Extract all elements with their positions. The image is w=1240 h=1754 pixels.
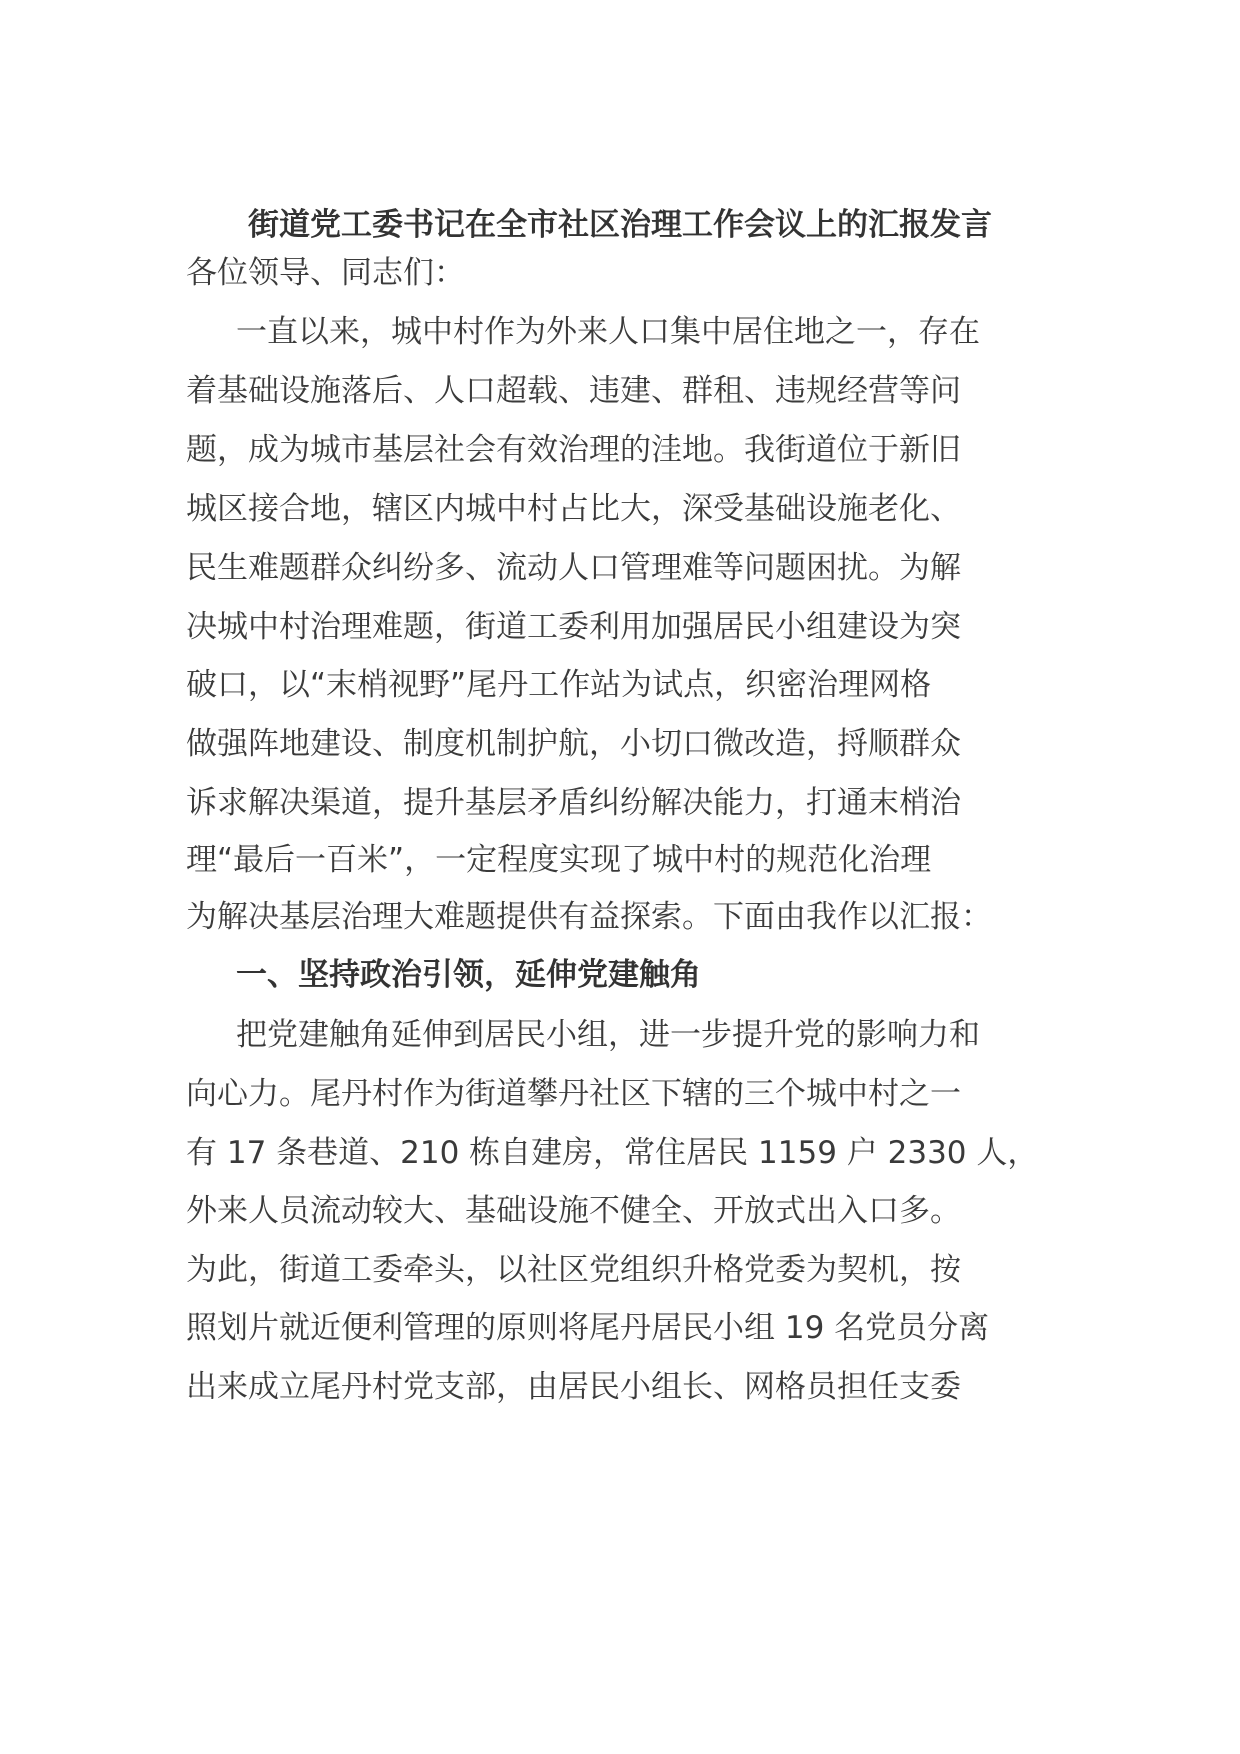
paragraph-1-line: 破口，以“末梢视野”尾丹工作站为试点，织密治理网格	[186, 667, 932, 703]
paragraph-2-line: 照划片就近便利管理的原则将尾丹居民小组 19 名党员分离	[186, 1310, 990, 1346]
paragraph-1-line: 一直以来，城中村作为外来人口集中居住地之一，存在	[236, 314, 980, 350]
paragraph-1-line: 做强阵地建设、制度机制护航，小切口微改造，捋顺群众	[186, 726, 961, 762]
paragraph-1-line: 题，成为城市基层社会有效治理的洼地。我街道位于新旧	[186, 432, 961, 468]
paragraph-1-line: 着基础设施落后、人口超载、违建、群租、违规经营等问	[186, 373, 961, 409]
document-title: 街道党工委书记在全市社区治理工作会议上的汇报发言	[248, 207, 992, 243]
paragraph-1-line: 民生难题群众纠纷多、流动人口管理难等问题困扰。为解	[186, 550, 961, 586]
paragraph-2-line: 出来成立尾丹村党支部，由居民小组长、网格员担任支委	[186, 1369, 961, 1405]
paragraph-1-line: 诉求解决渠道，提升基层矛盾纠纷解决能力，打通末梢治	[186, 785, 961, 821]
paragraph-2-line: 向心力。尾丹村作为街道攀丹社区下辖的三个城中村之一	[186, 1076, 961, 1112]
paragraph-1-line: 决城中村治理难题，街道工委利用加强居民小组建设为突	[186, 609, 961, 645]
paragraph-1-line: 理“最后一百米”，一定程度实现了城中村的规范化治理	[186, 842, 932, 878]
paragraph-2-line: 外来人员流动较大、基础设施不健全、开放式出入口多。	[186, 1193, 961, 1229]
paragraph-2-line: 有 17 条巷道、210 栋自建房，常住居民 1159 户 2330 人，	[186, 1135, 1039, 1171]
paragraph-1-line: 城区接合地，辖区内城中村占比大，深受基础设施老化、	[186, 491, 961, 527]
paragraph-2-line: 为此，街道工委牵头，以社区党组织升格党委为契机，按	[186, 1252, 961, 1288]
paragraph-1-line: 为解决基层治理大难题提供有益探索。下面由我作以汇报：	[186, 899, 992, 935]
salutation: 各位领导、同志们：	[186, 255, 465, 291]
paragraph-2-line: 把党建触角延伸到居民小组，进一步提升党的影响力和	[236, 1017, 980, 1053]
section-1-heading: 一、坚持政治引领，延伸党建触角	[236, 957, 701, 993]
